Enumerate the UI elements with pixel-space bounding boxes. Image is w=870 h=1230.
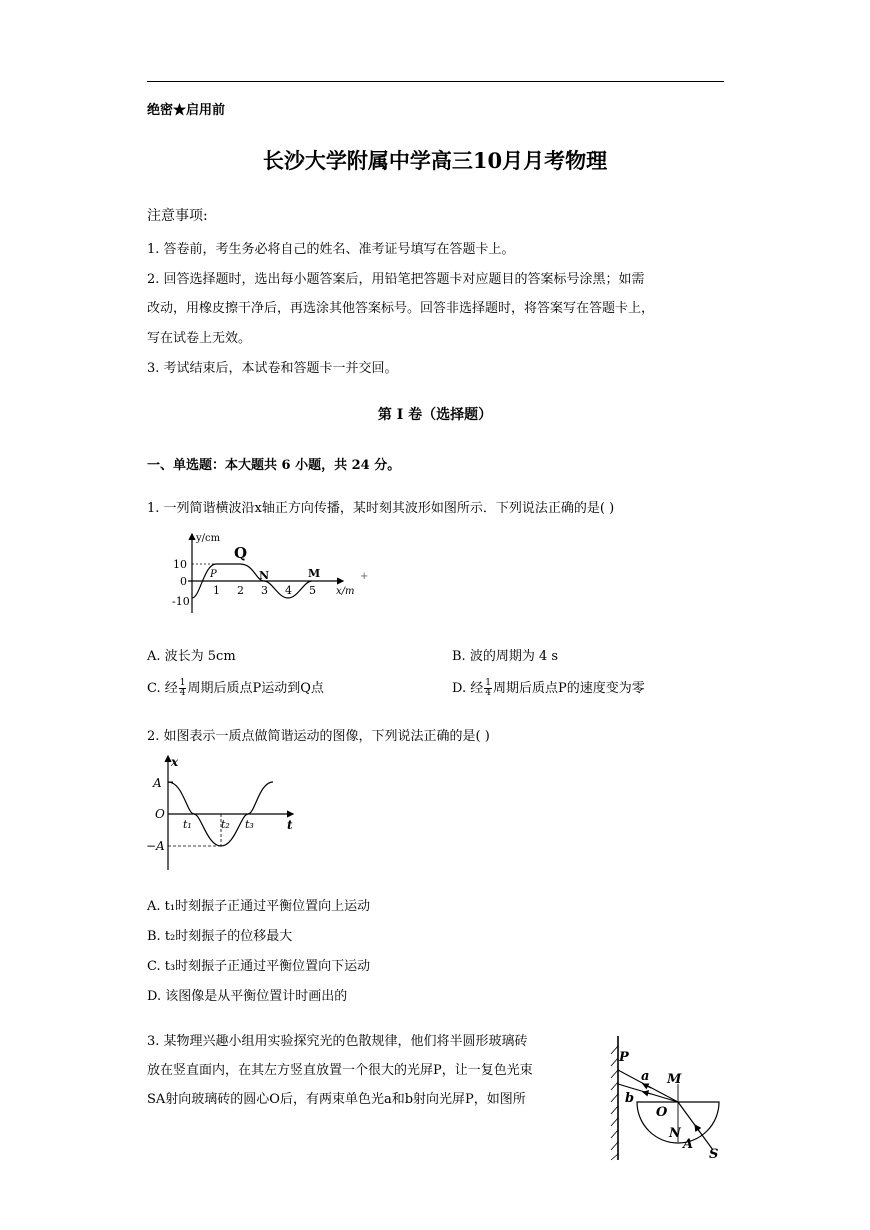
q3-screen-hatch bbox=[611, 1046, 618, 1160]
q3-label-N: N bbox=[669, 1126, 681, 1141]
q3-label-P: P bbox=[619, 1050, 629, 1065]
q3-label-O: O bbox=[656, 1105, 668, 1120]
q3-dispersion-figure bbox=[603, 1034, 733, 1164]
q2-label-t3: t₃ bbox=[245, 818, 254, 831]
q2-option-b: B. t₂时刻振子的位移最大 bbox=[147, 929, 293, 944]
q2-label-t1: t₁ bbox=[183, 818, 192, 831]
q1-x-tick-1: 1 bbox=[213, 584, 220, 597]
q3-line-2: 放在竖直面内，在其左方竖直放置一个很大的光屏P，让一复色光束 bbox=[147, 1063, 533, 1078]
secret-label: 绝密★启用前 bbox=[147, 103, 226, 118]
q1-option-b: B. 波的周期为 4 s bbox=[452, 649, 559, 664]
q1-y-tick-10: 10 bbox=[173, 558, 187, 571]
q3-label-S: S bbox=[709, 1147, 719, 1162]
q1-option-d: D. 经 $\frac{1}{4}$ 周期后质点P的速度变为零 bbox=[452, 678, 645, 698]
q1-point-Q: Q bbox=[234, 544, 248, 562]
q2-option-d: D. 该图像是从平衡位置计时画出的 bbox=[147, 989, 348, 1004]
q1-y-tick-0: 0 bbox=[180, 575, 187, 588]
q1-stray-mark: + bbox=[360, 571, 369, 582]
q1-x-unit: x/m bbox=[336, 586, 355, 597]
notice-item-1: 1. 答卷前，考生务必将自己的姓名、准考证号填写在答题卡上。 bbox=[147, 242, 515, 257]
q3-label-A: A bbox=[683, 1137, 694, 1152]
part-title: 第 I 卷（选择题） bbox=[377, 407, 493, 423]
notice-item-3: 3. 考试结束后，本试卷和答题卡一并交回。 bbox=[147, 361, 398, 376]
q3-label-M: M bbox=[667, 1072, 682, 1087]
q3-label-a: a bbox=[641, 1069, 650, 1084]
q1-option-a: A. 波长为 5cm bbox=[147, 649, 236, 664]
notice-item-2-cont: 改动，用橡皮擦干净后，再选涂其他答案标号。回答非选择题时，将答案写在答题卡上， bbox=[147, 301, 655, 316]
q1-x-tick-2: 2 bbox=[237, 584, 244, 597]
q2-label-origin: O bbox=[155, 807, 165, 821]
q1-option-c-fraction: $\frac{1}{4}$ bbox=[179, 678, 186, 698]
q2-label-t: t bbox=[287, 818, 293, 832]
q1-option-c: C. 经 $\frac{1}{4}$ 周期后质点P运动到Q点 bbox=[147, 678, 324, 698]
q2-stem: 2. 如图表示一质点做简谐运动的图像，下列说法正确的是( ) bbox=[147, 729, 490, 744]
q1-point-N: N bbox=[259, 569, 270, 582]
q2-option-c: C. t₃时刻振子正通过平衡位置向下运动 bbox=[147, 959, 371, 974]
notice-heading: 注意事项: bbox=[147, 208, 208, 224]
q1-option-d-fraction: $\frac{1}{4}$ bbox=[485, 678, 491, 698]
q1-stem: 1. 一列简谐横波沿x轴正方向传播，某时刻其波形如图所示．下列说法正确的是( ) bbox=[147, 501, 615, 516]
q3-label-b: b bbox=[625, 1091, 635, 1106]
q1-y-tick-neg10: -10 bbox=[172, 595, 190, 608]
notice-item-2: 2. 回答选择题时，选出每小题答案后，用铅笔把答题卡对应题目的答案标号涂黑；如需 bbox=[147, 272, 645, 287]
q2-label-t2: t₂ bbox=[221, 818, 230, 831]
q1-x-tick-3: 3 bbox=[261, 584, 268, 597]
q2-option-a: A. t₁时刻振子正通过平衡位置向上运动 bbox=[147, 899, 371, 914]
q1-x-tick-5: 5 bbox=[309, 584, 316, 597]
q3-line-1: 3. 某物理兴趣小组用实验探究光的色散规律，他们将半圆形玻璃砖 bbox=[147, 1034, 528, 1049]
top-rule bbox=[147, 81, 724, 82]
q1-x-tick-4: 4 bbox=[285, 584, 292, 597]
q1-y-unit: y/cm bbox=[196, 533, 221, 544]
q2-label-amp-neg: −A bbox=[146, 839, 165, 853]
section-title: 一、单选题：本大题共 6 小题，共 24 分。 bbox=[147, 458, 401, 473]
exam-title: 长沙大学附属中学高三10月月考物理 bbox=[262, 148, 608, 173]
q2-oscillation-figure bbox=[145, 752, 305, 874]
notice-item-2-end: 写在试卷上无效。 bbox=[147, 331, 252, 346]
q1-point-P: P bbox=[210, 569, 217, 580]
q2-label-x: x bbox=[171, 755, 179, 769]
q1-point-M: M bbox=[308, 567, 321, 580]
q1-wave-figure bbox=[168, 528, 378, 618]
q3-line-3: SA射向玻璃砖的圆心O后，有两束单色光a和b射向光屏P，如图所 bbox=[147, 1092, 526, 1107]
q2-label-amp-pos: A bbox=[153, 776, 162, 790]
